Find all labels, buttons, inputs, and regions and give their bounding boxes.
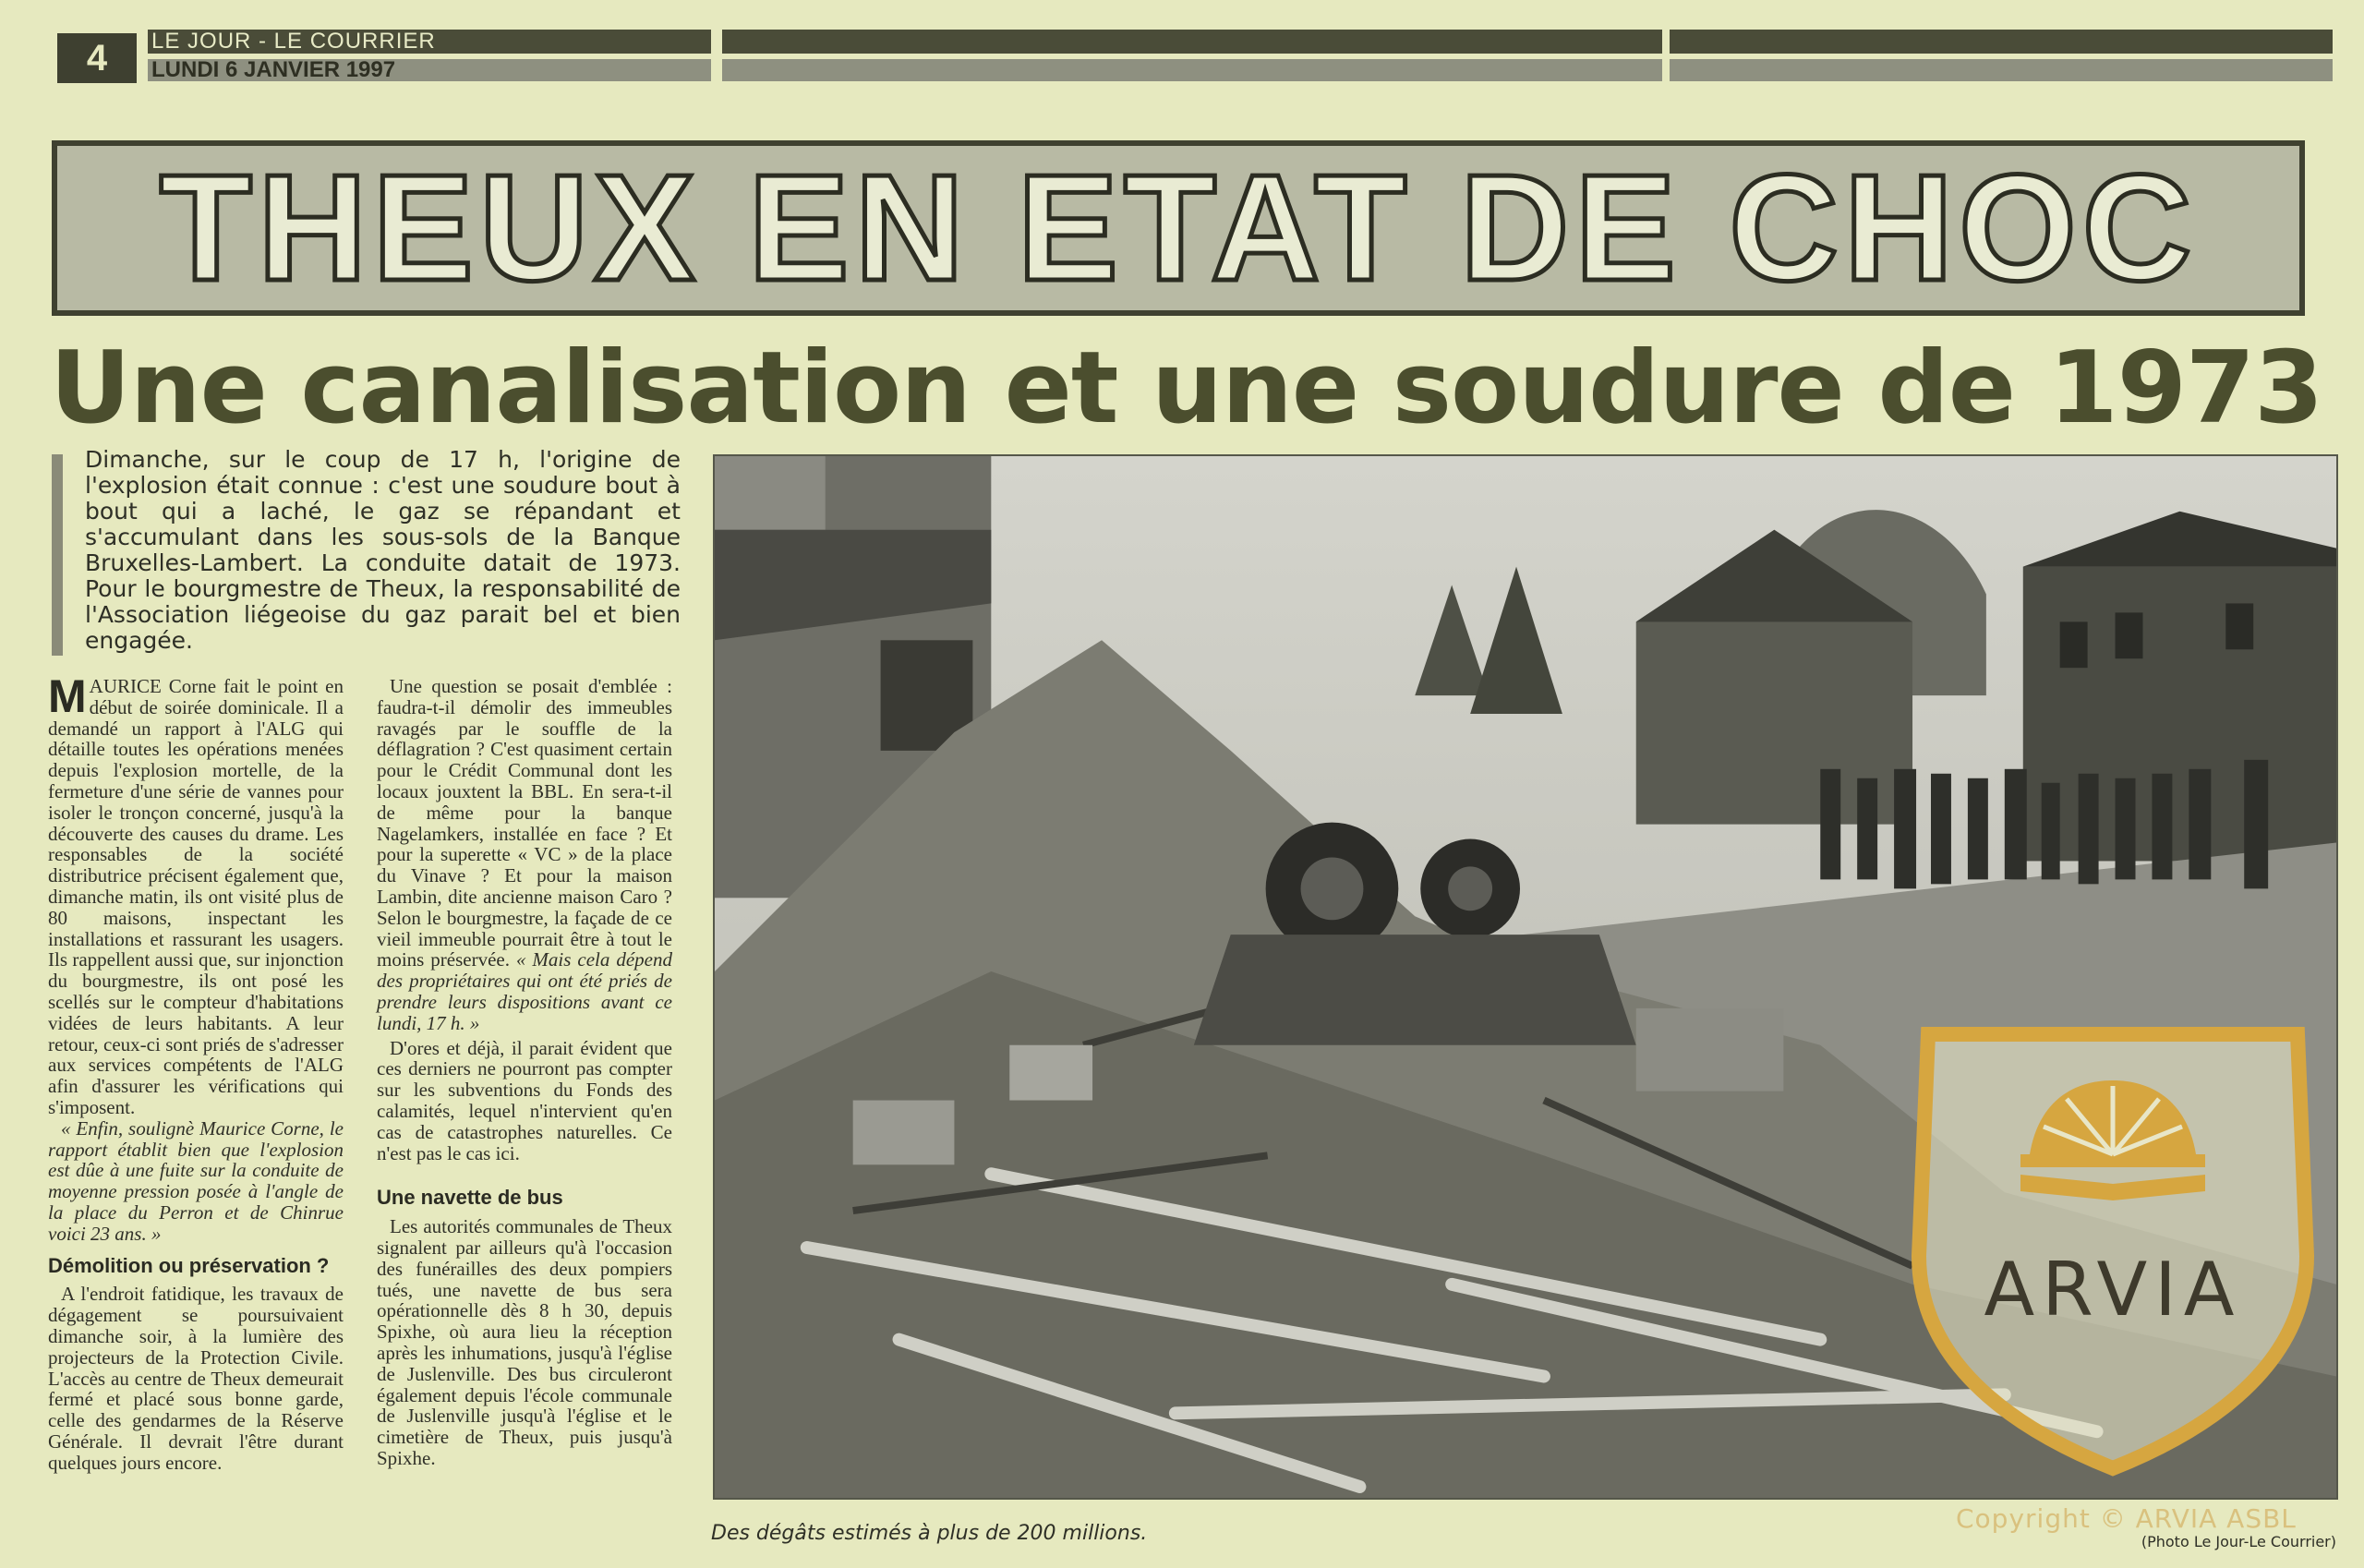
header-rule (722, 30, 1662, 54)
paragraph-text: AURICE Corne fait le point en début de soirée dominicale. Il a demandé un rapport à l'ALG qui détaille toutes les opérations menées depuis l'explosion mortelle, de la fermeture d'une série de vannes pour isoler le tronçon concerné, jusqu'à la découverte des causes du drame. Les responsables de la société distributrice précisent également que, dimanche matin, ils ont visité plus de 80 maisons, inspectant les installations et rassurant les usagers. Ils rappellent aussi que, sur injonction du bourgmestre, ils ont posé les scellés sur le compteur d'habitations vidées de leurs habitants. A leur retour, ceux-ci sont priés de s'adresser aux services compétents de l'ALG afin d'assurer les vérifications qui s'imposent. (48, 675, 344, 1118)
headline: Une canalisation et une soudure de 1973 (50, 331, 2323, 446)
body-column-1 (48, 670, 344, 1474)
paragraph: D'ores et déjà, il parait évident que ces derniers ne pourront pas compter sur les subventions du Fonds des calamités, lequel n'intervient qu'en cas de catastrophes naturelles. Ce n'est pas le cas ici. (377, 1036, 672, 1164)
paragraph (48, 670, 344, 1118)
subheading: Une navette de bus (377, 1186, 563, 1210)
quote-text: le rapport établit bien que l'explosion est dûe à une fuite sur la conduite de moyenne pression posée à l'angle de la place du Perron et de Chinrue voici 23 ans. » (48, 1116, 344, 1245)
masthead (148, 30, 711, 85)
page-number: 4 (57, 33, 137, 83)
photo-caption: Des dégâts estimés à plus de 200 millions. (711, 1522, 1148, 1545)
paragraph (377, 676, 672, 1034)
header-rule (1670, 59, 2333, 81)
header-rule (1670, 30, 2333, 54)
subheading: Démolition ou préservation ? (48, 1253, 330, 1277)
lead-paragraph: Dimanche, sur le coup de 17 h, l'origine de l'explosion était connue : c'est une soudure bout à bout qui a laché, le gaz se répandant et s'accumulant dans les sous-sols de la Banque Bruxelles-Lambert. La conduite datait de 1973. Pour le bourgmestre de Theux, la responsabilité de l'Association liégeoise du gaz parait bel et bien engagée. (85, 446, 681, 654)
paragraph: A l'endroit fatidique, les travaux de dégagement se poursuivaient dimanche soir, à la lumière des projecteurs de la Protection Civile. L'accès au centre de Theux demeurait fermé et placé sous bonne garde, celle des gendarmes de la Réserve Générale. Il devrait l'être durant quelques jours encore. (48, 1283, 344, 1474)
quote-open: « Enfin, soulignè Maurice Corne, (61, 1116, 330, 1140)
header-rule (722, 59, 1662, 81)
kicker-title: THEUX EN ETAT DE CHOC (159, 143, 2198, 312)
quote-text: « Mais cela dépend des propriétaires qui ont été priés de prendre leurs dispositions avant ce lundi, 17 h. » (377, 948, 672, 1034)
drop-cap: M (48, 670, 87, 722)
photo-credit: (Photo Le Jour-Le Courrier) (2141, 1533, 2336, 1550)
publication-date: LUNDI 6 JANVIER 1997 (148, 59, 711, 81)
body-column-2 (377, 676, 672, 1469)
publication-name: LE JOUR - LE COURRIER (148, 30, 711, 54)
kicker-banner (52, 140, 2305, 316)
paragraph (48, 1118, 344, 1245)
lead-rule (52, 454, 63, 656)
paragraph: Les autorités communales de Theux signalent par ailleurs qu'à l'occasion des funérailles des deux pompiers tués, une navette de bus sera opérationnelle dès 8 h 30, depuis Spixhe, où aura lieu la réception après les inhumations, jusqu'à l'église de Juslenville. Des bus circuleront également depuis l'école communale de Juslenville jusqu'à l'église et le cimetière de Theux, puis jusqu'à Spixhe. (377, 1215, 672, 1469)
paragraph-text: Une question se posait d'emblée : faudra-t-il démolir des immeubles ravagés par le souffle de la déflagration ? C'est quasiment certain pour le Crédit Communal dont les locaux jouxtent la BBL. En sera-t-il de même pour la banque Nagelamkers, installée en face ? Et pour la superette « VC » de la place du Vinave ? Et pour la maison Lambin, dite ancienne maison Caro ? Selon le bourgmestre, la façade de ce vieil immeuble pourrait être à tout le moins préservée. (377, 675, 672, 971)
copyright-watermark: Copyright © ARVIA ASBL (1956, 1503, 2297, 1534)
arvia-logo-text: ARVIA (1984, 1247, 2242, 1333)
